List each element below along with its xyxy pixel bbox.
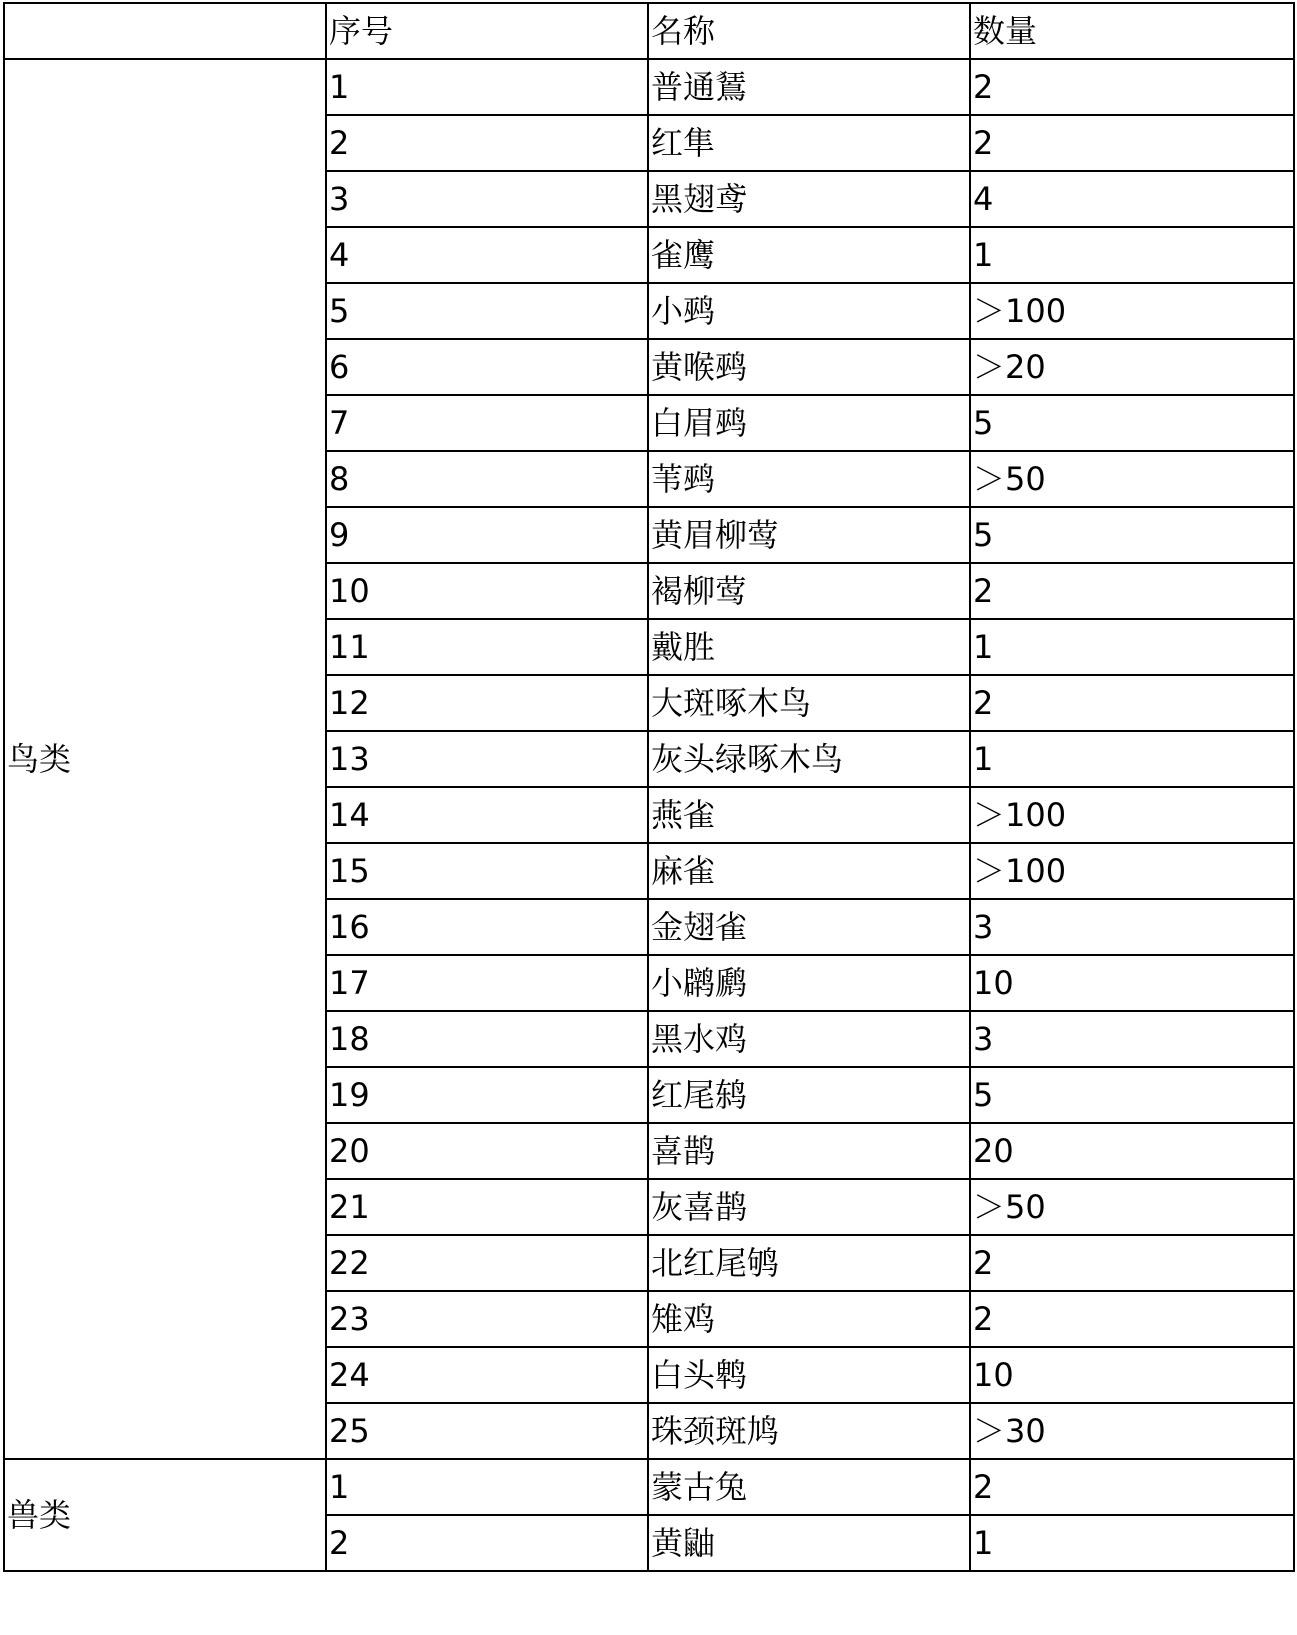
index-cell: 1 [326,59,648,115]
index-cell: 11 [326,619,648,675]
index-cell: 5 [326,283,648,339]
count-cell: ＞20 [970,339,1294,395]
count-cell: 2 [970,59,1294,115]
index-cell: 2 [326,115,648,171]
name-cell: 灰头绿啄木鸟 [648,731,970,787]
count-cell: 1 [970,1515,1294,1571]
count-cell: ＞30 [970,1403,1294,1459]
index-cell: 25 [326,1403,648,1459]
name-cell: 黄鼬 [648,1515,970,1571]
index-cell: 12 [326,675,648,731]
count-cell: 10 [970,955,1294,1011]
count-cell: 5 [970,395,1294,451]
name-cell: 黄眉柳莺 [648,507,970,563]
count-cell: 4 [970,171,1294,227]
index-cell: 3 [326,171,648,227]
index-cell: 10 [326,563,648,619]
index-cell: 15 [326,843,648,899]
name-cell: 黑水鸡 [648,1011,970,1067]
index-cell: 21 [326,1179,648,1235]
index-cell: 22 [326,1235,648,1291]
count-cell: 5 [970,1067,1294,1123]
name-cell: 大斑啄木鸟 [648,675,970,731]
name-cell: 黄喉鹀 [648,339,970,395]
name-cell: 麻雀 [648,843,970,899]
name-cell: 红尾鸫 [648,1067,970,1123]
count-cell: ＞50 [970,451,1294,507]
count-cell: 1 [970,227,1294,283]
name-cell: 金翅雀 [648,899,970,955]
name-cell: 白头鹎 [648,1347,970,1403]
index-cell: 17 [326,955,648,1011]
count-cell: 3 [970,899,1294,955]
count-cell: 2 [970,1235,1294,1291]
name-cell: 黑翅鸢 [648,171,970,227]
name-cell: 红隼 [648,115,970,171]
index-cell: 24 [326,1347,648,1403]
category-cell: 兽类 [4,1459,326,1571]
header-blank-cell [4,3,326,59]
count-cell: 1 [970,619,1294,675]
name-cell: 蒙古兔 [648,1459,970,1515]
table-row [4,59,1294,115]
name-cell: 雉鸡 [648,1291,970,1347]
count-cell: ＞100 [970,843,1294,899]
count-cell: 3 [970,1011,1294,1067]
species-table [3,2,1295,1572]
index-cell: 14 [326,787,648,843]
index-cell: 13 [326,731,648,787]
count-cell: ＞100 [970,787,1294,843]
count-cell: 2 [970,1459,1294,1515]
name-cell: 白眉鹀 [648,395,970,451]
count-cell: 2 [970,675,1294,731]
index-cell: 6 [326,339,648,395]
count-cell: 2 [970,115,1294,171]
index-cell: 16 [326,899,648,955]
count-cell: 20 [970,1123,1294,1179]
count-cell: ＞100 [970,283,1294,339]
index-cell: 18 [326,1011,648,1067]
index-cell: 1 [326,1459,648,1515]
index-cell: 19 [326,1067,648,1123]
name-cell: 珠颈斑鸠 [648,1403,970,1459]
name-cell: 褐柳莺 [648,563,970,619]
index-cell: 20 [326,1123,648,1179]
index-cell: 2 [326,1515,648,1571]
category-cell: 鸟类 [4,59,326,1459]
count-cell: 10 [970,1347,1294,1403]
count-cell: 2 [970,563,1294,619]
index-cell: 23 [326,1291,648,1347]
index-cell: 8 [326,451,648,507]
name-cell: 北红尾鸲 [648,1235,970,1291]
table-row [4,1459,1294,1515]
name-cell: 苇鹀 [648,451,970,507]
name-cell: 灰喜鹊 [648,1179,970,1235]
header-row [4,3,1294,59]
count-cell: 1 [970,731,1294,787]
count-cell: 2 [970,1291,1294,1347]
name-cell: 普通鵟 [648,59,970,115]
header-name-cell: 名称 [648,3,970,59]
name-cell: 喜鹊 [648,1123,970,1179]
name-cell: 雀鹰 [648,227,970,283]
table-body [4,3,1294,1571]
header-count-cell: 数量 [970,3,1294,59]
count-cell: ＞50 [970,1179,1294,1235]
index-cell: 4 [326,227,648,283]
name-cell: 戴胜 [648,619,970,675]
name-cell: 燕雀 [648,787,970,843]
name-cell: 小䴙䴘 [648,955,970,1011]
index-cell: 7 [326,395,648,451]
index-cell: 9 [326,507,648,563]
count-cell: 5 [970,507,1294,563]
header-index-cell: 序号 [326,3,648,59]
name-cell: 小鹀 [648,283,970,339]
